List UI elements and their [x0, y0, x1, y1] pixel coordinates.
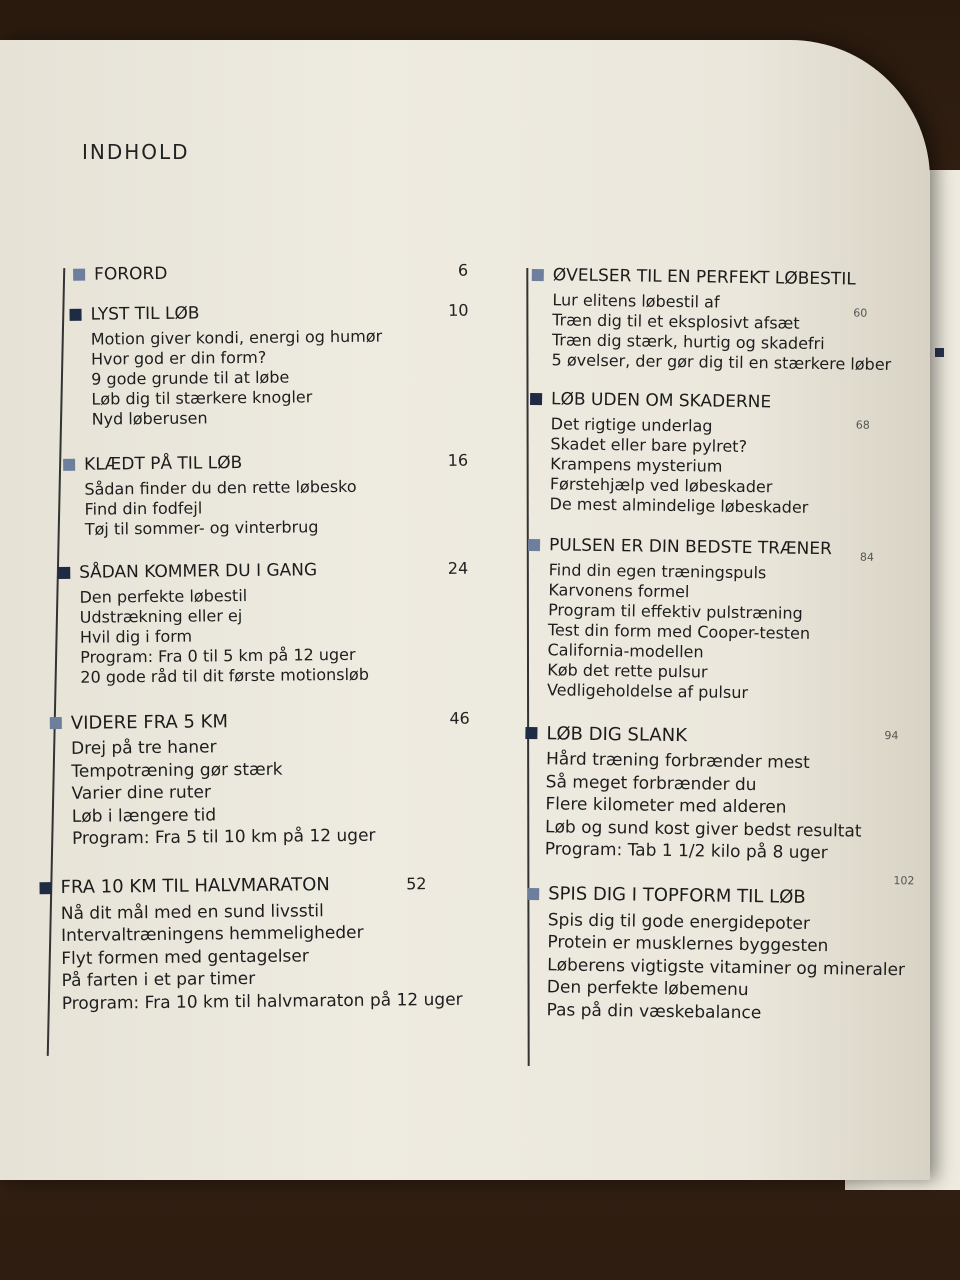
toc-item[interactable]: Løberens vigtigste vitaminer og mineraler — [547, 954, 906, 980]
toc-item[interactable]: Førstehjælp ved løbeskader — [549, 474, 773, 497]
toc-item[interactable]: Program: Fra 10 km til halvmaraton på 12 uger — [61, 989, 463, 1014]
toc-item[interactable]: Test din form med Cooper-testen — [547, 620, 811, 643]
toc-section — [524, 720, 899, 865]
section-title: ØVELSER TIL EN PERFEKT LØBESTIL — [552, 265, 856, 290]
toc-item[interactable]: Program: Fra 5 til 10 km på 12 uger — [71, 825, 376, 849]
section-square-icon — [525, 727, 537, 739]
section-title: KLÆDT PÅ TIL LØB — [84, 453, 243, 475]
toc-item[interactable]: Vedligeholdelse af pulsur — [546, 680, 749, 703]
section-page-number: 52 — [406, 873, 427, 893]
toc-section — [50, 706, 471, 851]
toc-item[interactable]: Flere kilometer med alderen — [545, 794, 787, 818]
section-title: LYST TIL LØB — [90, 303, 200, 325]
section-item-list — [528, 414, 859, 519]
section-page-number: 102 — [893, 873, 915, 887]
section-item-list — [58, 584, 469, 688]
section-page-number: 94 — [884, 728, 899, 743]
section-page-number: 24 — [447, 558, 469, 578]
section-title: LØB DIG SLANK — [546, 722, 688, 746]
toc-item[interactable]: Løb i længere tid — [71, 804, 217, 827]
section-title: PULSEN ER DIN BEDSTE TRÆNER — [548, 535, 833, 560]
toc-item[interactable]: Nyd løberusen — [91, 408, 208, 429]
page-title: INDHOLD — [82, 140, 190, 164]
section-heading[interactable] — [63, 448, 468, 478]
toc-item[interactable]: Skadet eller bare pylret? — [550, 434, 748, 457]
toc-item[interactable]: Løb og sund kost giver bedst resultat — [544, 816, 862, 842]
toc-item[interactable]: Karvonens formel — [548, 580, 690, 602]
section-title: SPIS DIG I TOPFORM TIL LØB — [548, 883, 806, 908]
section-heading[interactable] — [50, 706, 470, 736]
section-item-list — [40, 898, 463, 1015]
toc-section — [525, 873, 915, 1025]
toc-item[interactable]: Pas på din væskebalance — [546, 999, 762, 1023]
toc-item[interactable]: Flyt formen med gentagelser — [61, 945, 309, 969]
toc-item[interactable]: Intervaltræningens hemmeligheder — [60, 922, 364, 946]
section-item-list — [530, 290, 892, 375]
section-heading[interactable] — [73, 258, 468, 288]
toc-item[interactable]: Nå dit mål med en sund livsstil — [60, 900, 324, 924]
toc-section — [58, 556, 469, 688]
book-page — [0, 40, 930, 1180]
section-page-number: 10 — [448, 300, 469, 320]
section-item-list — [50, 734, 471, 851]
toc-item[interactable]: Lur elitens løbestil af — [552, 290, 720, 312]
section-item-list — [525, 908, 906, 1025]
toc-item[interactable]: Træn dig til et eksplosivt afsæt — [552, 310, 800, 333]
toc-item[interactable]: 9 gode grunde til at løbe — [91, 367, 290, 389]
section-square-icon — [532, 269, 544, 281]
section-heading[interactable] — [525, 720, 860, 751]
toc-item[interactable]: Hvor god er din form? — [90, 347, 267, 369]
section-page-number: 16 — [447, 450, 469, 470]
toc-item[interactable]: Find din egen træningspuls — [548, 560, 767, 583]
section-square-icon — [528, 539, 540, 551]
toc-item[interactable]: Den perfekte løbestil — [79, 586, 248, 607]
section-heading[interactable] — [528, 532, 858, 563]
toc-item[interactable]: Program: Tab 1 1/2 kilo på 8 uger — [544, 839, 828, 864]
section-heading[interactable] — [39, 870, 454, 900]
section-page-number: 6 — [457, 260, 469, 280]
toc-section — [69, 298, 469, 430]
section-heading[interactable] — [530, 386, 860, 417]
section-title: VIDERE FRA 5 KM — [70, 710, 229, 734]
section-page-number: 68 — [855, 418, 870, 432]
toc-item[interactable]: 5 øvelser, der gør dig til en stærkere løber — [551, 350, 892, 375]
section-square-icon — [39, 882, 51, 894]
toc-item[interactable]: Så meget forbrænder du — [545, 771, 757, 795]
toc-item[interactable]: Løb dig til stærkere knogler — [91, 387, 313, 409]
toc-item[interactable]: 20 gode råd til dit første motionsløb — [80, 664, 370, 687]
toc-section — [528, 386, 870, 519]
toc-item[interactable]: Protein er musklernes byggesten — [547, 932, 829, 957]
toc-item[interactable]: Program: Fra 0 til 5 km på 12 uger — [80, 644, 356, 667]
toc-item[interactable]: Køb det rette pulsur — [547, 660, 708, 682]
toc-left-column — [55, 258, 483, 1015]
section-heading[interactable] — [532, 262, 862, 293]
section-square-icon — [935, 348, 944, 357]
section-page-number: 60 — [853, 306, 868, 320]
toc-item[interactable]: Motion giver kondi, energi og humør — [90, 326, 383, 349]
toc-item[interactable]: California-modellen — [547, 640, 704, 662]
toc-section — [39, 870, 463, 1015]
toc-item[interactable]: Varier dine ruter — [71, 782, 211, 804]
section-item-list — [63, 476, 469, 540]
section-square-icon — [527, 887, 539, 899]
toc-section — [73, 258, 468, 288]
toc-item[interactable]: Spis dig til gode energidepoter — [547, 909, 811, 934]
section-title: FORORD — [94, 263, 168, 285]
section-title: FRA 10 KM TIL HALVMARATON — [60, 874, 330, 898]
toc-item[interactable]: Hård træning forbrænder mest — [545, 749, 810, 773]
toc-item[interactable]: Drej på tre haner — [70, 737, 217, 759]
toc-item[interactable]: Program til effektiv pulstræning — [548, 600, 803, 623]
toc-item[interactable]: Find din fodfejl — [84, 498, 203, 519]
section-square-icon — [63, 459, 75, 471]
toc-item[interactable]: Det rigtige underlag — [550, 414, 713, 436]
toc-item[interactable]: Træn dig stærk, hurtig og skadefri — [551, 330, 825, 354]
section-page-number: 46 — [449, 708, 470, 728]
toc-item[interactable]: Tøj til sommer- og vinterbrug — [84, 517, 319, 539]
section-square-icon — [58, 567, 70, 579]
toc-item[interactable]: De mest almindelige løbeskader — [549, 494, 809, 517]
section-heading[interactable] — [527, 880, 862, 911]
section-square-icon — [50, 717, 62, 729]
section-square-icon — [530, 393, 542, 405]
toc-item[interactable]: Krampens mysterium — [550, 454, 723, 476]
section-title: SÅDAN KOMMER DU I GANG — [79, 560, 318, 583]
section-item-list — [524, 748, 861, 865]
section-heading[interactable] — [69, 298, 468, 328]
toc-item[interactable]: Den perfekte løbemenu — [546, 977, 749, 1001]
toc-item[interactable]: Tempotræning gør stærk — [71, 759, 283, 782]
section-item-list — [526, 560, 858, 705]
section-square-icon — [69, 309, 81, 321]
section-title: LØB UDEN OM SKADERNE — [550, 389, 772, 413]
toc-section — [63, 448, 469, 540]
toc-item[interactable]: Udstrækning eller ej — [79, 606, 243, 627]
section-item-list — [70, 326, 470, 430]
section-page-number: 84 — [859, 550, 875, 564]
toc-item[interactable]: Hvil dig i form — [79, 626, 193, 647]
toc-item[interactable]: Sådan finder du den rette løbesko — [84, 476, 357, 499]
section-heading[interactable] — [58, 556, 468, 586]
toc-right-column — [521, 262, 915, 1026]
toc-section — [526, 532, 875, 705]
section-square-icon — [73, 269, 85, 281]
toc-section — [530, 262, 892, 375]
toc-item[interactable]: På farten i et par timer — [61, 968, 256, 991]
